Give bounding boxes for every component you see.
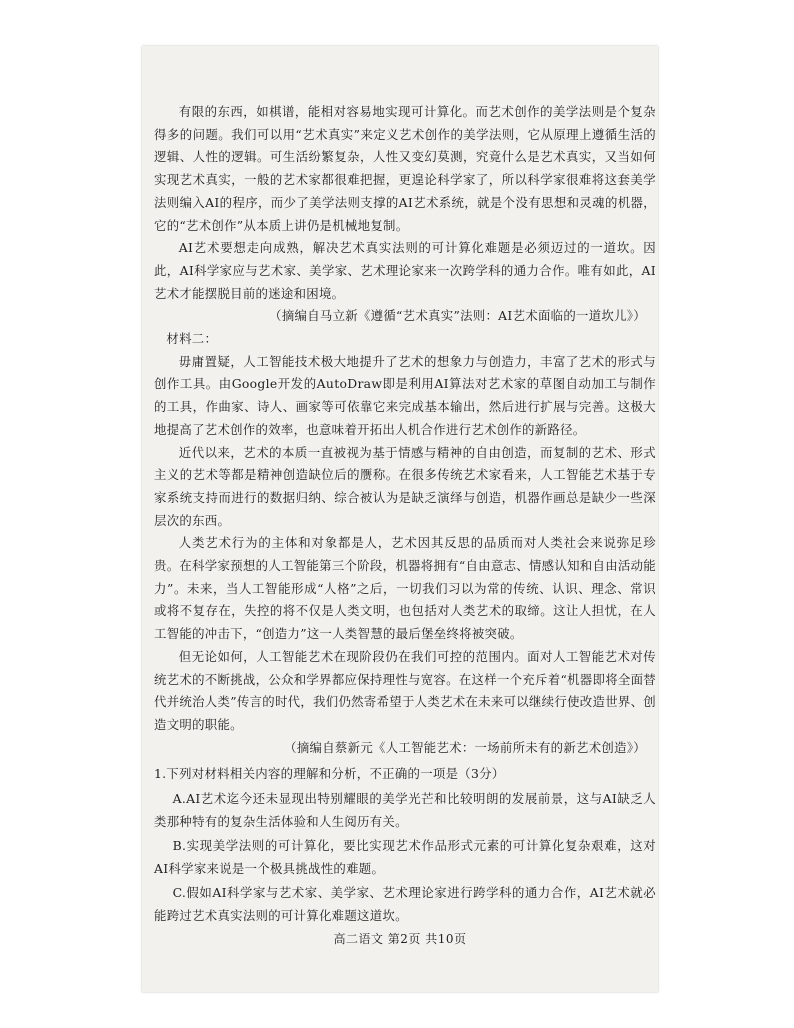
paragraph-5: 人类艺术行为的主体和对象都是人，艺术因其反思的品质而对人类社会来说弥足珍贵。在科学家预想的人工智能第三个阶段，机器将拥有“自由意志、情感认知和自由活动能力”。未来，当人工智能形成“人格”之后，一切我们习以为常的传统、认识、理念、常识或将不复存在，失控的将不仅是人类文明，也包括对人类艺术的取缔。这让人担忧，在人工智能的冲击下，“创造力”这一人类智慧的最后堡垒终将被突破。	[154, 535, 656, 642]
question-stem: 1.下列对材料相关内容的理解和分析，不正确的一项是（3分）	[154, 766, 505, 782]
page-content	[154, 101, 656, 927]
paragraph-1: 有限的东西，如棋谱，能相对容易地实现可计算化。而艺术创作的美学法则是个复杂得多的问题。我们可以用“艺术真实”来定义艺术创作的美学法则，它从原理上遵循生活的逻辑、人性的逻辑。可生活纷繁复杂，人性又变幻莫测，究竟什么是艺术真实，又当如何实现艺术真实，一般的艺术家都很难把握，更遑论科学家了，所以科学家很难将这套美学法则编入AI的程序，而少了美学法则支撑的AI艺术系统，就是个没有思想和灵魂的机器，它的“艺术创作”从本质上讲仍是机械地复制。	[154, 104, 656, 233]
material-two-heading: 材料二：	[166, 331, 218, 347]
paragraph-6: 但无论如何，人工智能艺术在现阶段仍在我们可控的范围内。面对人工智能艺术对传统艺术的不断挑战，公众和学界都应保持理性与宽容。在这样一个充斥着“机器即将全面替代并统治人类”传言的时代，我们仍然寄希望于人类艺术在未来可以继续行使改造世界、创造文明的职能。	[154, 648, 656, 732]
page-footer: 高二语文 第2页 共10页	[333, 932, 467, 946]
exam-page	[142, 46, 658, 992]
option-a: A.AI艺术迄今还未显现出特别耀眼的美学光芒和比较明朗的发展前景，这与AI缺乏人类那种特有的复杂生活体验和人生阅历有关。	[154, 791, 656, 829]
source-citation-1: （摘编自马立新《遵循“艺术真实”法则：AI艺术面临的一道坎儿》）	[269, 308, 646, 324]
paragraph-3: 毋庸置疑，人工智能技术极大地提升了艺术的想象力与创造力，丰富了艺术的形式与创作工具。由Google开发的AutoDraw即是利用AI算法对艺术家的草图自动加工与制作的工具，作曲家、诗人、画家等可依靠它来完成基本输出，然后进行扩展与完善。这极大地提高了艺术创作的效率，也意味着开拓出人机合作进行艺术创作的新路径。	[154, 353, 656, 437]
paragraph-4: 近代以来，艺术的本质一直被视为基于情感与精神的自由创造，而复制的艺术、形式主义的艺术等都是精神创造缺位后的赝称。在很多传统艺术家看来，人工智能艺术基于专家系统支持而进行的数据归纳、综合被认为是缺乏演绎与创造，机器作画总是缺少一些深层次的东西。	[154, 444, 656, 528]
source-citation-2: （摘编自蔡新元《人工智能艺术：一场前所未有的新艺术创造》）	[284, 739, 646, 755]
option-b: B.实现美学法则的可计算化，要比实现艺术作品形式元素的可计算化复杂艰难，这对AI科学家来说是一个极具挑战性的难题。	[154, 838, 656, 876]
option-c: C.假如AI科学家与艺术家、美学家、艺术理论家进行跨学科的通力合作，AI艺术就必能跨过艺术真实法则的可计算化难题这道坎。	[154, 885, 656, 923]
paragraph-2: AI艺术要想走向成熟，解决艺术真实法则的可计算化难题是必须迈过的一道坎。因此，AI科学家应与艺术家、美学家、艺术理论家来一次跨学科的通力合作。唯有如此，AI艺术才能摆脱目前的迷途和困境。	[154, 240, 656, 301]
